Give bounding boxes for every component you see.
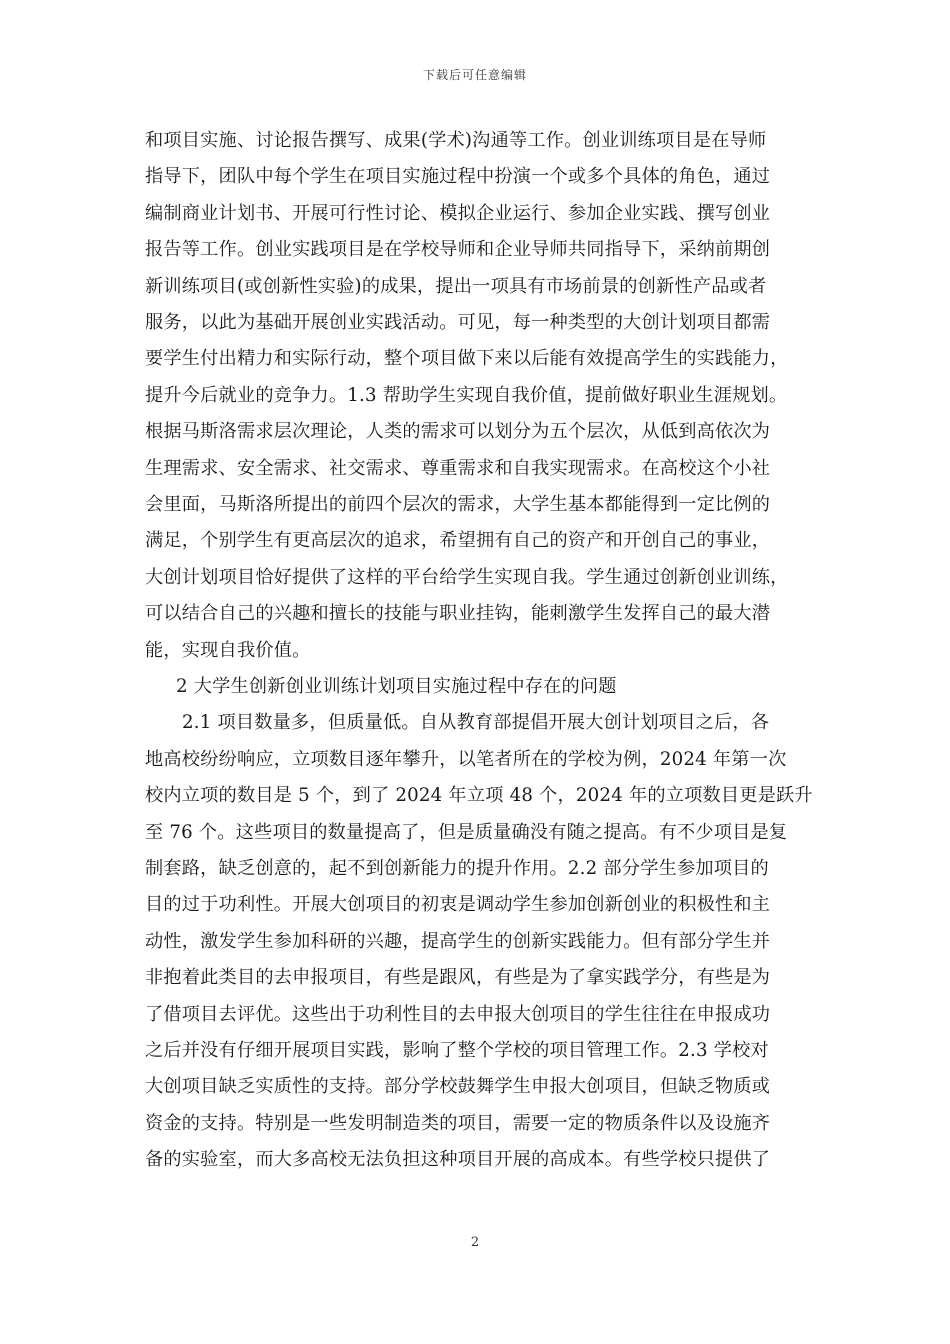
body-text-line: 根据马斯洛需求层次理论，人类的需求可以划分为五个层次，从低到高依次为 — [145, 421, 771, 443]
body-text-line: 大创项目缺乏实质性的支持。部分学校鼓舞学生申报大创项目，但缺乏物质或 — [145, 1076, 771, 1098]
body-text-line: 制套路，缺乏创意的，起不到创新能力的提升作用。2.2 部分学生参加项目的 — [145, 858, 769, 879]
body-text-line: 新训练项目(或创新性实验)的成果，提出一项具有市场前景的创新性产品或者 — [145, 275, 767, 297]
body-text-line: 生理需求、安全需求、社交需求、尊重需求和自我实现需求。在高校这个小社 — [145, 457, 771, 479]
body-text-line: 和项目实施、讨论报告撰写、成果(学术)沟通等工作。创业训练项目是在导师 — [145, 130, 767, 151]
body-text-line: 满足，个别学生有更高层次的追求，希望拥有自己的资产和开创自己的事业， — [145, 530, 771, 552]
body-text-line: 要学生付出精力和实际行动，整个项目做下来以后能有效提高学生的实践能力， — [145, 348, 789, 370]
body-text-line: 服务，以此为基础开展创业实践活动。可见，每一种类型的大创计划项目都需 — [145, 312, 771, 333]
body-text-line: 了借项目去评优。这些出于功利性目的去申报大创项目的学生往往在申报成功 — [145, 1003, 771, 1025]
body-text-line: 之后并没有仔细开展项目实践，影响了整个学校的项目管理工作。2.3 学校对 — [145, 1040, 769, 1061]
body-text-line: 非抱着此类目的去申报项目，有些是跟风，有些是为了拿实践学分，有些是为 — [145, 967, 771, 989]
section-heading: 2 大学生创新创业训练计划项目实施过程中存在的问题 — [176, 676, 617, 697]
body-text-line: 资金的支持。特别是一些发明制造类的项目，需要一定的物质条件以及设施齐 — [145, 1112, 771, 1134]
page-header: 下载后可任意编辑 — [422, 68, 527, 82]
body-text-line: 校内立项的数目是 5 个，到了 2024 年立项 48 个，2024 年的立项数目更是跃升 — [145, 785, 813, 807]
body-text-line: 备的实验室，而大多高校无法负担这种项目开展的高成本。有些学校只提供了 — [145, 1149, 771, 1171]
body-text-line: 地高校纷纷响应，立项数目逐年攀升，以笔者所在的学校为例，2024 年第一次 — [145, 748, 787, 770]
body-text-line: 报告等工作。创业实践项目是在学校导师和企业导师共同指导下，采纳前期创 — [145, 239, 771, 261]
body-text-line: 能，实现自我价值。 — [145, 639, 311, 661]
page-number: 2 — [470, 1235, 480, 1250]
body-text-line: 动性，激发学生参加科研的兴趣，提高学生的创新实践能力。但有部分学生并 — [145, 930, 771, 952]
body-text-line: 指导下，团队中每个学生在项目实施过程中扮演一个或多个具体的角色，通过 — [145, 166, 771, 188]
body-text-line: 会里面，马斯洛所提出的前四个层次的需求，大学生基本都能得到一定比例的 — [145, 494, 771, 515]
body-text-line: 目的过于功利性。开展大创项目的初衷是调动学生参加创新创业的积极性和主 — [145, 894, 771, 916]
body-text-line: 2.1 项目数量多，但质量低。自从教育部提倡开展大创计划项目之后，各 — [182, 712, 770, 734]
body-text-line: 大创计划项目恰好提供了这样的平台给学生实现自我。学生通过创新创业训练， — [145, 566, 789, 588]
body-text-line: 提升今后就业的竞争力。1.3 帮助学生实现自我价值，提前做好职业生涯规划。 — [145, 384, 788, 406]
body-text-line: 编制商业计划书、开展可行性讨论、模拟企业运行、参加企业实践、撰写创业 — [145, 202, 771, 224]
body-text-line: 可以结合自己的兴趣和擅长的技能与职业挂钩，能刺激学生发挥自己的最大潜 — [145, 603, 771, 625]
body-text-line: 至 76 个。这些项目的数量提高了，但是质量确没有随之提高。有不少项目是复 — [145, 821, 788, 843]
